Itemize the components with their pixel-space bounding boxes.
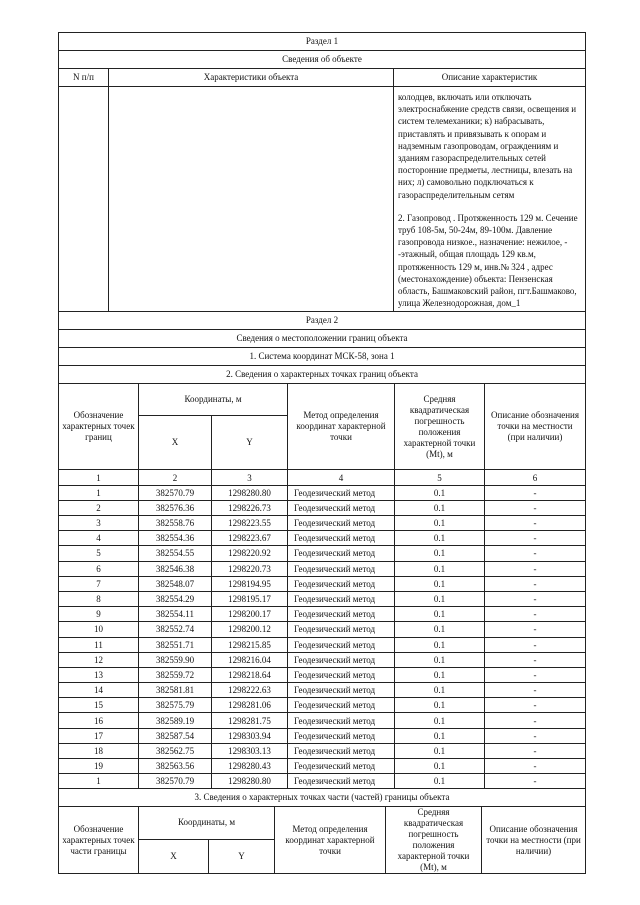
table-row — [59, 531, 586, 546]
method-cell: Геодезический метод — [288, 774, 395, 789]
table-row — [59, 561, 586, 576]
point-description-cell: - — [485, 728, 586, 743]
error-cell: 0.1 — [395, 683, 485, 698]
coordinate-x: 382554.55 — [139, 546, 212, 561]
x-header: X — [139, 416, 212, 470]
table-row — [59, 652, 586, 667]
parts-table — [58, 788, 586, 874]
table-row — [59, 607, 586, 622]
coordinate-y: 1298281.06 — [212, 698, 288, 713]
method-cell: Геодезический метод — [288, 728, 395, 743]
point-number: 19 — [59, 759, 139, 774]
coordinate-y: 1298218.64 — [212, 667, 288, 682]
method-cell: Геодезический метод — [288, 743, 395, 758]
point-number: 10 — [59, 622, 139, 637]
coordinate-y: 1298194.95 — [212, 576, 288, 591]
col-number: 2 — [139, 470, 212, 485]
method-cell: Геодезический метод — [288, 516, 395, 531]
point-description-cell: - — [485, 561, 586, 576]
method-cell: Геодезический метод — [288, 546, 395, 561]
point-number: 3 — [59, 516, 139, 531]
parts-coordinates-header: Координаты, м — [139, 807, 275, 839]
coordinate-x: 382589.19 — [139, 713, 212, 728]
point-description-cell: - — [485, 546, 586, 561]
point-number: 14 — [59, 683, 139, 698]
table-row — [59, 576, 586, 591]
method-cell: Геодезический метод — [288, 713, 395, 728]
coordinate-x: 382570.79 — [139, 485, 212, 500]
coordinate-y: 1298223.55 — [212, 516, 288, 531]
point-number: 12 — [59, 652, 139, 667]
col-number: 3 — [212, 470, 288, 485]
point-description-cell: - — [485, 622, 586, 637]
point-description-cell: - — [485, 485, 586, 500]
error-cell: 0.1 — [395, 637, 485, 652]
col-description-header: Описание характеристик — [394, 69, 586, 87]
coordinate-y: 1298216.04 — [212, 652, 288, 667]
point-number: 18 — [59, 743, 139, 758]
coordinate-x: 382554.11 — [139, 607, 212, 622]
point-description-cell: - — [485, 698, 586, 713]
error-cell: 0.1 — [395, 516, 485, 531]
point-description-cell: - — [485, 683, 586, 698]
coordinate-y: 1298200.17 — [212, 607, 288, 622]
section1-title: Раздел 1 — [59, 33, 586, 51]
coordinate-x: 382576.36 — [139, 500, 212, 515]
point-description-cell: - — [485, 774, 586, 789]
parts-title: 3. Сведения о характерных точках части (частей) границы объекта — [59, 789, 586, 807]
point-id-header: Обозначение характерных точек границ — [59, 384, 139, 470]
error-cell: 0.1 — [395, 728, 485, 743]
table-row — [59, 591, 586, 606]
error-cell: 0.1 — [395, 561, 485, 576]
error-cell: 0.1 — [395, 698, 485, 713]
point-description-cell: - — [485, 531, 586, 546]
point-number: 15 — [59, 698, 139, 713]
error-cell: 0.1 — [395, 485, 485, 500]
error-header: Средняя квадратическая погрешность положения характерной точки (Mt), м — [395, 384, 485, 470]
coordinate-x: 382559.72 — [139, 667, 212, 682]
coordinate-y: 1298280.43 — [212, 759, 288, 774]
method-cell: Геодезический метод — [288, 531, 395, 546]
coordinate-x: 382559.90 — [139, 652, 212, 667]
coordinate-x: 382570.79 — [139, 774, 212, 789]
point-number: 11 — [59, 637, 139, 652]
point-description-cell: - — [485, 743, 586, 758]
table-row — [59, 546, 586, 561]
point-number: 1 — [59, 774, 139, 789]
parts-error-header: Средняя квадратическая погрешность положения характерной точки (Mt), м — [386, 807, 482, 874]
col-number: 4 — [288, 470, 395, 485]
y-header: Y — [212, 416, 288, 470]
error-cell: 0.1 — [395, 576, 485, 591]
error-cell: 0.1 — [395, 759, 485, 774]
point-number: 2 — [59, 500, 139, 515]
points-title: 2. Сведения о характерных точках границ объекта — [59, 366, 586, 384]
point-description-cell: - — [485, 576, 586, 591]
method-cell: Геодезический метод — [288, 683, 395, 698]
coordinate-y: 1298195.17 — [212, 591, 288, 606]
document-page — [58, 32, 585, 874]
object-description-cell — [394, 87, 586, 312]
error-cell: 0.1 — [395, 652, 485, 667]
coordinate-y: 1298280.80 — [212, 774, 288, 789]
point-description-cell: - — [485, 652, 586, 667]
error-cell: 0.1 — [395, 667, 485, 682]
table-row — [59, 774, 586, 789]
point-description-cell: - — [485, 759, 586, 774]
method-cell: Геодезический метод — [288, 652, 395, 667]
coordinate-x: 382548.07 — [139, 576, 212, 591]
table-row — [59, 667, 586, 682]
section2-table — [58, 311, 586, 789]
method-cell: Геодезический метод — [288, 576, 395, 591]
method-cell: Геодезический метод — [288, 485, 395, 500]
point-number: 4 — [59, 531, 139, 546]
point-number: 5 — [59, 546, 139, 561]
coordinate-y: 1298222.63 — [212, 683, 288, 698]
point-number: 17 — [59, 728, 139, 743]
point-description-cell: - — [485, 607, 586, 622]
point-number: 7 — [59, 576, 139, 591]
error-cell: 0.1 — [395, 546, 485, 561]
error-cell: 0.1 — [395, 713, 485, 728]
col-number: 1 — [59, 470, 139, 485]
coordinate-x: 382554.36 — [139, 531, 212, 546]
error-cell: 0.1 — [395, 743, 485, 758]
object-description-part1: колодцев, включать или отключать электроснабжение средств связи, освещения и систем телемеханики; к) набрасывать, приставлять и привязывать к опорам и надземным газопроводам, ограждениям и зданиям газораспределительных сетей посторонние предметы, лестницы, влезать на них; л) самовольно подключаться к газораспределительным сетям — [398, 92, 577, 200]
error-cell: 0.1 — [395, 591, 485, 606]
section1-subtitle: Сведения об объекте — [59, 51, 586, 69]
parts-y-header: Y — [209, 839, 275, 874]
coordinate-x: 382554.29 — [139, 591, 212, 606]
table-row — [59, 728, 586, 743]
point-description-cell: - — [485, 713, 586, 728]
coordinates-header: Координаты, м — [139, 384, 288, 416]
parts-method-header: Метод определения координат характерной точки — [275, 807, 386, 874]
coordinate-x: 382581.81 — [139, 683, 212, 698]
table-row — [59, 500, 586, 515]
points-table-body — [59, 485, 586, 789]
coordinate-y: 1298281.75 — [212, 713, 288, 728]
coordinate-x: 382552.74 — [139, 622, 212, 637]
coordinate-y: 1298200.12 — [212, 622, 288, 637]
parts-x-header: X — [139, 839, 209, 874]
method-header: Метод определения координат характерной точки — [288, 384, 395, 470]
error-cell: 0.1 — [395, 500, 485, 515]
coordinate-x: 382575.79 — [139, 698, 212, 713]
error-cell: 0.1 — [395, 774, 485, 789]
point-description-cell: - — [485, 667, 586, 682]
error-cell: 0.1 — [395, 622, 485, 637]
point-number: 9 — [59, 607, 139, 622]
point-description-cell: - — [485, 591, 586, 606]
point-description-header: Описание обозначения точки на местности (при наличии) — [485, 384, 586, 470]
coordinate-x: 382558.76 — [139, 516, 212, 531]
coordinate-x: 382562.75 — [139, 743, 212, 758]
section2-title: Раздел 2 — [59, 312, 586, 330]
row-number-cell — [59, 87, 109, 312]
object-description-part2: 2. Газопровод . Протяженность 129 м. Сечение труб 108-5м, 50-24м, 89-100м. Давление газопровода низкое., назначение: нежилое, - -этажный, общая площадь 129 кв.м, протяженность 129 м, инв.№ 324 , адрес (местонахождение) объекта: Пензенская область, Башмаковский район, пгт.Башмаково, улица Железнодорожная, дом_1 — [398, 212, 578, 309]
col-number-header: N п/п — [59, 69, 109, 87]
coordinate-y: 1298280.80 — [212, 485, 288, 500]
method-cell: Геодезический метод — [288, 698, 395, 713]
point-number: 16 — [59, 713, 139, 728]
coordinate-y: 1298223.67 — [212, 531, 288, 546]
col-number: 5 — [395, 470, 485, 485]
coordinate-y: 1298303.94 — [212, 728, 288, 743]
error-cell: 0.1 — [395, 531, 485, 546]
point-description-cell: - — [485, 500, 586, 515]
method-cell: Геодезический метод — [288, 637, 395, 652]
table-row — [59, 622, 586, 637]
error-cell: 0.1 — [395, 607, 485, 622]
method-cell: Геодезический метод — [288, 622, 395, 637]
table-row — [59, 485, 586, 500]
coordinate-y: 1298303.13 — [212, 743, 288, 758]
coordinate-x: 382546.38 — [139, 561, 212, 576]
coordinate-y: 1298220.73 — [212, 561, 288, 576]
table-row — [59, 698, 586, 713]
table-row — [59, 637, 586, 652]
method-cell: Геодезический метод — [288, 561, 395, 576]
point-number: 1 — [59, 485, 139, 500]
parts-point-description-header: Описание обозначения точки на местности (при наличии) — [482, 807, 586, 874]
coordinate-x: 382563.56 — [139, 759, 212, 774]
coordinate-y: 1298220.92 — [212, 546, 288, 561]
column-numbers-row — [59, 470, 586, 485]
section2-subtitle: Сведения о местоположении границ объекта — [59, 330, 586, 348]
point-description-cell: - — [485, 516, 586, 531]
coordinate-y: 1298215.85 — [212, 637, 288, 652]
col-characteristics-header: Характеристики объекта — [109, 69, 394, 87]
coordinate-x: 382587.54 — [139, 728, 212, 743]
point-number: 6 — [59, 561, 139, 576]
table-row — [59, 713, 586, 728]
method-cell: Геодезический метод — [288, 591, 395, 606]
parts-point-id-header: Обозначение характерных точек части границы — [59, 807, 139, 874]
table-row — [59, 516, 586, 531]
section1-table — [58, 32, 586, 312]
coordinate-y: 1298226.73 — [212, 500, 288, 515]
col-number: 6 — [485, 470, 586, 485]
point-number: 13 — [59, 667, 139, 682]
method-cell: Геодезический метод — [288, 500, 395, 515]
table-row — [59, 683, 586, 698]
coordinate-system: 1. Система координат МСК-58, зона 1 — [59, 348, 586, 366]
table-row — [59, 759, 586, 774]
point-number: 8 — [59, 591, 139, 606]
coordinate-x: 382551.71 — [139, 637, 212, 652]
method-cell: Геодезический метод — [288, 667, 395, 682]
method-cell: Геодезический метод — [288, 759, 395, 774]
method-cell: Геодезический метод — [288, 607, 395, 622]
table-row — [59, 743, 586, 758]
point-description-cell: - — [485, 637, 586, 652]
row-characteristic-cell — [109, 87, 394, 312]
